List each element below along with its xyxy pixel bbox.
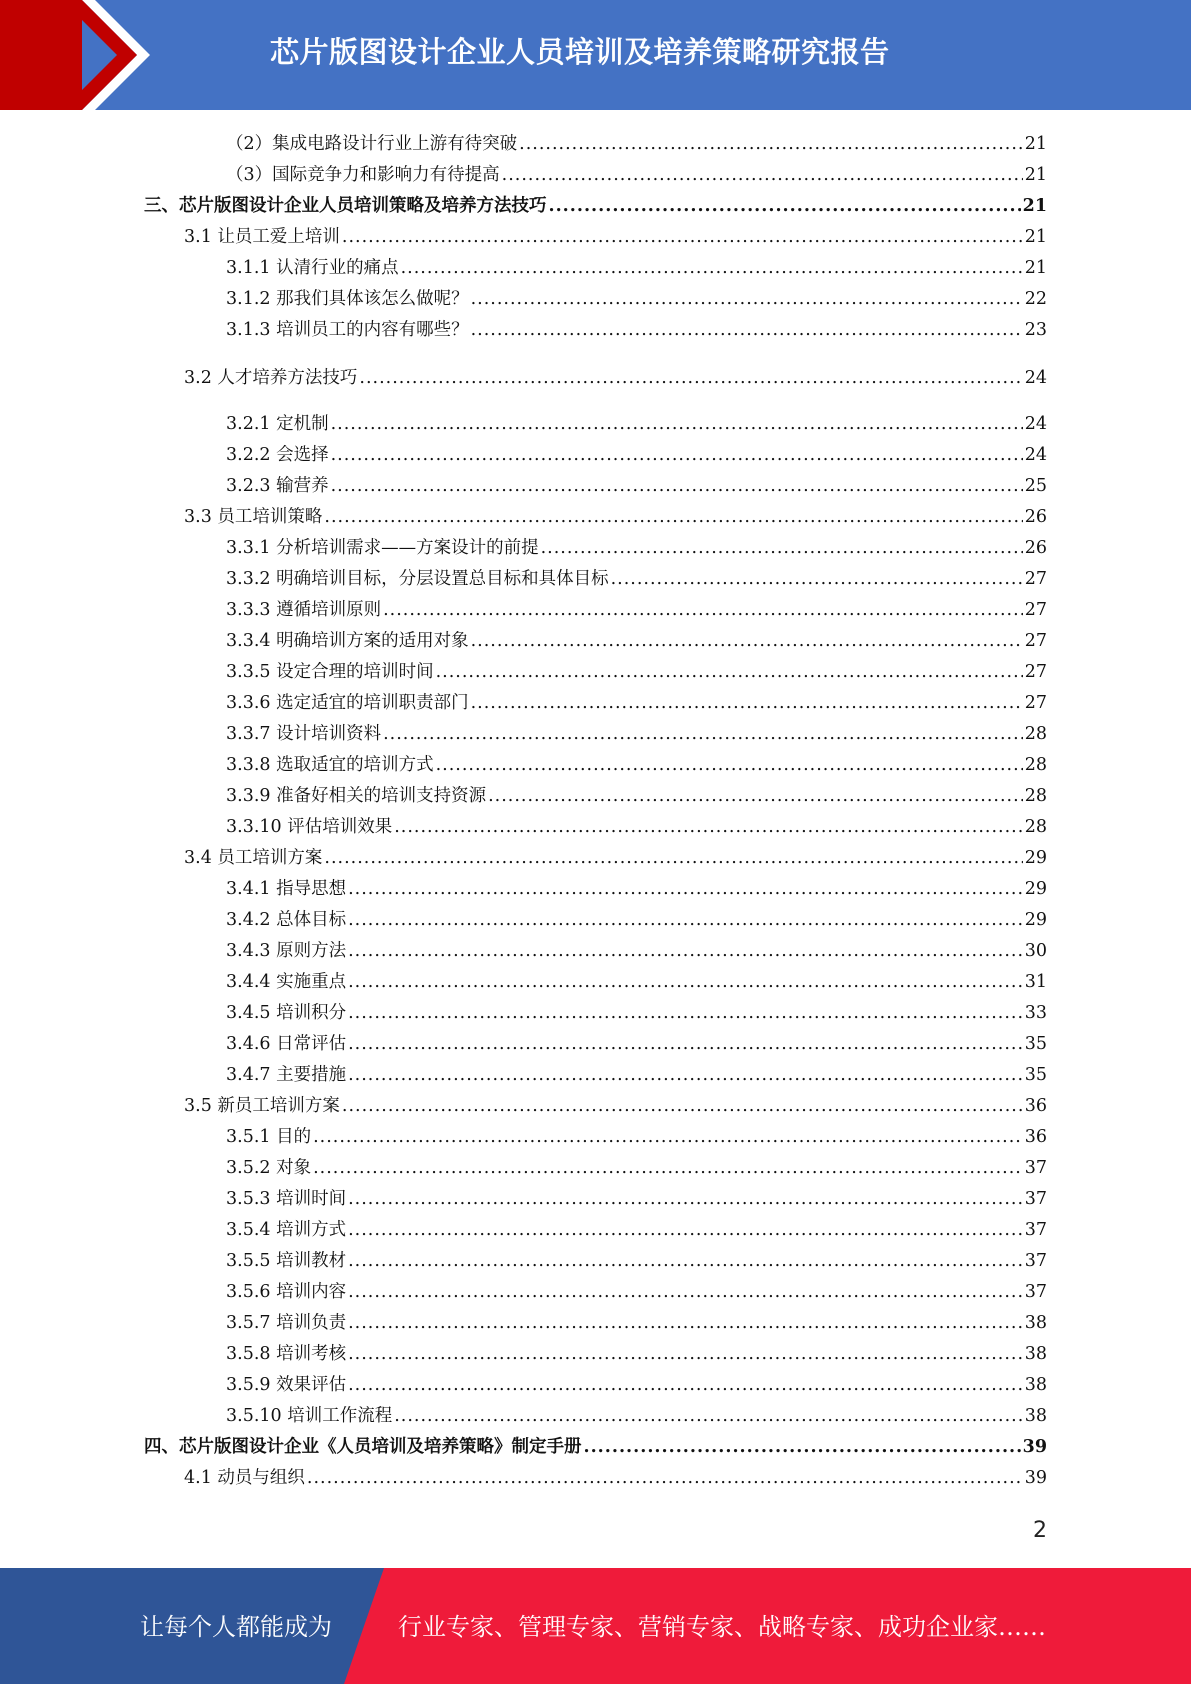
toc-dot-leader xyxy=(436,662,1023,682)
toc-entry-label: 3.4.7 主要措施 xyxy=(226,1065,347,1085)
page-number: 2 xyxy=(1033,1518,1047,1543)
toc-entry-page: 29 xyxy=(1024,910,1047,930)
toc-dot-leader xyxy=(348,1003,1023,1023)
toc-entry-page: 28 xyxy=(1024,786,1047,806)
toc-dot-leader xyxy=(348,1189,1023,1209)
toc-entry[interactable] xyxy=(184,1092,1047,1118)
toc-dot-leader xyxy=(348,879,1023,899)
toc-entry-label: 3.2 人才培养方法技巧 xyxy=(184,368,358,388)
toc-dot-leader xyxy=(471,693,1023,713)
toc-dot-leader xyxy=(348,1220,1023,1240)
toc-entry[interactable] xyxy=(226,410,1047,436)
toc-dot-leader xyxy=(348,910,1023,930)
toc-dot-leader xyxy=(348,1065,1023,1085)
toc-dot-leader xyxy=(383,724,1023,744)
toc-entry-label: 3.5.2 对象 xyxy=(226,1158,312,1178)
toc-entry-page: 38 xyxy=(1024,1313,1047,1333)
toc-dot-leader xyxy=(471,289,1023,309)
toc-entry[interactable] xyxy=(226,130,1047,156)
toc-entry-label: 3.3.6 选定适宜的培训职责部门 xyxy=(226,693,469,713)
toc-entry-page: 28 xyxy=(1024,817,1047,837)
toc-entry-label: 3.5.5 培训教材 xyxy=(226,1251,347,1271)
toc-dot-leader xyxy=(359,368,1022,388)
toc-entry[interactable] xyxy=(226,1030,1047,1056)
toc-entry-label: 3.4.5 培训积分 xyxy=(226,1003,347,1023)
toc-entry-label: 3.1.2 那我们具体该怎么做呢？ xyxy=(226,289,469,309)
toc-dot-leader xyxy=(348,1282,1023,1302)
toc-entry-label: 3.1 让员工爱上培训 xyxy=(184,227,340,247)
toc-entry-label: 3.3.7 设计培训资料 xyxy=(226,724,382,744)
toc-dot-leader xyxy=(348,1251,1023,1271)
toc-entry-page: 39 xyxy=(1022,1437,1047,1457)
toc-entry-label: 4.1 动员与组织 xyxy=(184,1468,305,1488)
toc-entry-label: 3.4 员工培训方案 xyxy=(184,848,323,868)
toc-entry-label: 3.3.1 分析培训需求——方案设计的前提 xyxy=(226,538,539,558)
header-chevron-icon xyxy=(0,0,160,110)
toc-entry-label: 3.3 员工培训策略 xyxy=(184,507,323,527)
toc-entry-label: 3.3.8 选取适宜的培训方式 xyxy=(226,755,434,775)
toc-entry-page: 37 xyxy=(1024,1251,1047,1271)
toc-entry-page: 21 xyxy=(1022,196,1047,216)
toc-entry[interactable] xyxy=(226,782,1047,808)
toc-entry-page: 37 xyxy=(1024,1158,1047,1178)
toc-dot-leader xyxy=(394,817,1022,837)
toc-entry[interactable] xyxy=(144,1433,1047,1459)
toc-dot-leader xyxy=(488,786,1023,806)
toc-entry-label: 3.5.1 目的 xyxy=(226,1127,312,1147)
toc-entry[interactable] xyxy=(226,968,1047,994)
toc-entry-page: 33 xyxy=(1024,1003,1047,1023)
toc-entry-page: 27 xyxy=(1024,631,1047,651)
toc-entry[interactable] xyxy=(184,364,1047,390)
toc-entry-label: 3.2.3 输营养 xyxy=(226,476,329,496)
toc-entry[interactable] xyxy=(144,192,1047,218)
toc-entry-label: 3.3.9 准备好相关的培训支持资源 xyxy=(226,786,487,806)
toc-entry-page: 28 xyxy=(1024,755,1047,775)
toc-entry-page: 21 xyxy=(1024,258,1047,278)
toc-dot-leader xyxy=(401,258,1023,278)
toc-entry-page: 38 xyxy=(1024,1406,1047,1426)
toc-dot-leader xyxy=(324,507,1022,527)
toc-entry-label: 3.1.1 认清行业的痛点 xyxy=(226,258,399,278)
toc-dot-leader xyxy=(348,1034,1023,1054)
toc-entry-label: 3.3.4 明确培训方案的适用对象 xyxy=(226,631,469,651)
toc-entry-page: 29 xyxy=(1024,879,1047,899)
toc-entry-page: 35 xyxy=(1024,1034,1047,1054)
toc-dot-leader xyxy=(549,196,1021,216)
toc-entry-page: 38 xyxy=(1024,1375,1047,1395)
toc-entry[interactable] xyxy=(226,658,1047,684)
toc-entry-label: （2）集成电路设计行业上游有待突破 xyxy=(226,134,518,154)
toc-dot-leader xyxy=(307,1468,1023,1488)
toc-entry[interactable] xyxy=(226,1061,1047,1087)
toc-entry-page: 28 xyxy=(1024,724,1047,744)
toc-dot-leader xyxy=(348,941,1023,961)
toc-entry-page: 24 xyxy=(1024,445,1047,465)
toc-entry-page: 25 xyxy=(1024,476,1047,496)
toc-dot-leader xyxy=(471,320,1023,340)
toc-dot-leader xyxy=(324,848,1022,868)
toc-entry[interactable] xyxy=(184,223,1047,249)
toc-entry-page: 29 xyxy=(1024,848,1047,868)
toc-entry-page: 27 xyxy=(1024,693,1047,713)
toc-dot-leader xyxy=(471,631,1023,651)
toc-entry-label: 3.1.3 培训员工的内容有哪些？ xyxy=(226,320,469,340)
toc-entry[interactable] xyxy=(226,937,1047,963)
toc-entry-page: 24 xyxy=(1024,368,1047,388)
toc-entry-page: 36 xyxy=(1024,1096,1047,1116)
toc-entry-page: 26 xyxy=(1024,538,1047,558)
toc-dot-leader xyxy=(331,476,1023,496)
toc-entry[interactable] xyxy=(226,596,1047,622)
toc-entry-page: 36 xyxy=(1024,1127,1047,1147)
toc-entry[interactable] xyxy=(226,875,1047,901)
toc-entry-label: 3.4.1 指导思想 xyxy=(226,879,347,899)
toc-entry-label: 3.4.3 原则方法 xyxy=(226,941,347,961)
toc-entry-label: 三、芯片版图设计企业人员培训策略及培养方法技巧 xyxy=(144,196,547,216)
toc-entry[interactable] xyxy=(184,503,1047,529)
toc-entry-label: 3.4.4 实施重点 xyxy=(226,972,347,992)
toc-dot-leader xyxy=(342,227,1023,247)
toc-dot-leader xyxy=(313,1158,1023,1178)
toc-entry-label: 3.5.7 培训负责 xyxy=(226,1313,347,1333)
toc-dot-leader xyxy=(584,1437,1021,1457)
toc-entry-page: 37 xyxy=(1024,1282,1047,1302)
toc-entry-page: 21 xyxy=(1024,165,1047,185)
toc-entry-label: 3.3.3 遵循培训原则 xyxy=(226,600,382,620)
toc-entry[interactable] xyxy=(226,720,1047,746)
toc-entry[interactable] xyxy=(226,1309,1047,1335)
toc-entry[interactable] xyxy=(226,1371,1047,1397)
toc-entry-page: 37 xyxy=(1024,1220,1047,1240)
page-footer xyxy=(0,1568,1191,1684)
toc-entry[interactable] xyxy=(226,534,1047,560)
toc-dot-leader xyxy=(331,414,1023,434)
toc-entry-label: 3.5.3 培训时间 xyxy=(226,1189,347,1209)
toc-dot-leader xyxy=(611,569,1023,589)
page-header xyxy=(0,0,1191,110)
toc-entry-label: 3.3.10 评估培训效果 xyxy=(226,817,393,837)
toc-entry[interactable] xyxy=(184,844,1047,870)
toc-entry-label: 3.5 新员工培训方案 xyxy=(184,1096,340,1116)
toc-entry-page: 38 xyxy=(1024,1344,1047,1364)
toc-entry-label: 3.5.6 培训内容 xyxy=(226,1282,347,1302)
toc-entry[interactable] xyxy=(226,906,1047,932)
toc-entry[interactable] xyxy=(226,813,1047,839)
toc-entry-label: 四、芯片版图设计企业《人员培训及培养策略》制定手册 xyxy=(144,1437,582,1457)
toc-entry-page: 27 xyxy=(1024,569,1047,589)
toc-dot-leader xyxy=(313,1127,1023,1147)
toc-entry[interactable] xyxy=(226,627,1047,653)
toc-entry[interactable] xyxy=(226,316,1047,342)
toc-entry-page: 39 xyxy=(1024,1468,1047,1488)
toc-entry[interactable] xyxy=(226,1185,1047,1211)
toc-entry-page: 26 xyxy=(1024,507,1047,527)
toc-entry[interactable] xyxy=(226,689,1047,715)
toc-entry-page: 37 xyxy=(1024,1189,1047,1209)
toc-entry[interactable] xyxy=(184,1464,1047,1490)
toc-entry-label: 3.2.1 定机制 xyxy=(226,414,329,434)
toc-entry[interactable] xyxy=(226,565,1047,591)
toc-entry-page: 23 xyxy=(1024,320,1047,340)
toc-entry-label: 3.3.2 明确培训目标，分层设置总目标和具体目标 xyxy=(226,569,609,589)
footer-slogan-left: 让每个人都能成为 xyxy=(140,1613,332,1641)
toc-entry-page: 27 xyxy=(1024,662,1047,682)
toc-entry-page: 35 xyxy=(1024,1065,1047,1085)
toc-entry[interactable] xyxy=(226,1247,1047,1273)
toc-dot-leader xyxy=(348,972,1023,992)
toc-dot-leader xyxy=(541,538,1023,558)
toc-entry[interactable] xyxy=(226,161,1047,187)
toc-entry-page: 24 xyxy=(1024,414,1047,434)
toc-dot-leader xyxy=(519,134,1023,154)
toc-dot-leader xyxy=(348,1313,1023,1333)
report-title: 芯片版图设计企业人员培训及培养策略研究报告 xyxy=(270,35,890,69)
toc-entry[interactable] xyxy=(226,1278,1047,1304)
toc-entry[interactable] xyxy=(226,254,1047,280)
toc-entry-label: 3.3.5 设定合理的培训时间 xyxy=(226,662,434,682)
toc-entry[interactable] xyxy=(226,1154,1047,1180)
toc-entry[interactable] xyxy=(226,472,1047,498)
toc-entry[interactable] xyxy=(226,1340,1047,1366)
toc-entry[interactable] xyxy=(226,999,1047,1025)
footer-slogan-right: 行业专家、管理专家、营销专家、战略专家、成功企业家…… xyxy=(398,1613,1046,1641)
toc-entry-page: 31 xyxy=(1024,972,1047,992)
toc-entry-page: 21 xyxy=(1024,227,1047,247)
toc-dot-leader xyxy=(348,1344,1023,1364)
toc-entry-label: 3.5.10 培训工作流程 xyxy=(226,1406,393,1426)
toc-entry[interactable] xyxy=(226,1123,1047,1149)
toc-entry-label: 3.4.6 日常评估 xyxy=(226,1034,347,1054)
toc-entry-label: 3.5.8 培训考核 xyxy=(226,1344,347,1364)
toc-entry[interactable] xyxy=(226,1402,1047,1428)
toc-dot-leader xyxy=(383,600,1023,620)
toc-entry-page: 30 xyxy=(1024,941,1047,961)
toc-entry-label: 3.5.9 效果评估 xyxy=(226,1375,347,1395)
toc-entry-page: 21 xyxy=(1024,134,1047,154)
toc-entry[interactable] xyxy=(226,285,1047,311)
toc-dot-leader xyxy=(342,1096,1023,1116)
toc-dot-leader xyxy=(331,445,1023,465)
toc-dot-leader xyxy=(394,1406,1022,1426)
toc-dot-leader xyxy=(348,1375,1023,1395)
toc-dot-leader xyxy=(502,165,1023,185)
toc-dot-leader xyxy=(436,755,1023,775)
toc-entry-label: 3.5.4 培训方式 xyxy=(226,1220,347,1240)
toc-entry-label: 3.2.2 会选择 xyxy=(226,445,329,465)
toc-entry[interactable] xyxy=(226,751,1047,777)
toc-entry[interactable] xyxy=(226,1216,1047,1242)
toc-entry-label: （3）国际竞争力和影响力有待提高 xyxy=(226,165,500,185)
toc-entry-label: 3.4.2 总体目标 xyxy=(226,910,347,930)
toc-entry-page: 22 xyxy=(1024,289,1047,309)
toc-entry-page: 27 xyxy=(1024,600,1047,620)
toc-entry[interactable] xyxy=(226,441,1047,467)
